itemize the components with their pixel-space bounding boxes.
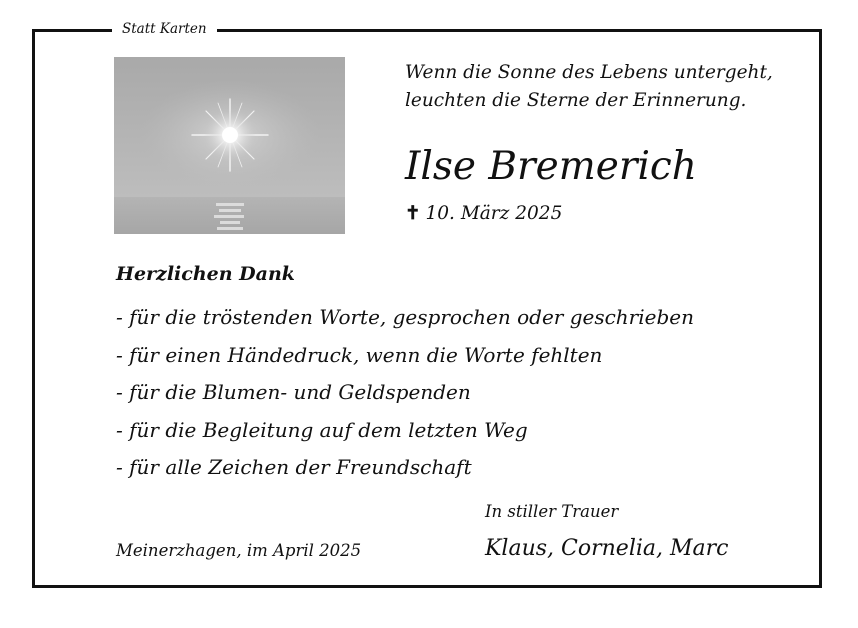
quote-line-2: leuchten die Sterne der Erinnerung. (405, 90, 747, 111)
deceased-name: Ilse Bremerich (405, 144, 697, 189)
death-date-line (405, 201, 562, 227)
death-date: 10. März 2025 (425, 203, 563, 224)
thanks-item: - für einen Händedruck, wenn die Worte fehlten (116, 342, 603, 367)
thanks-item: - für die Begleitung auf dem letzten Weg (116, 417, 528, 442)
memorial-quote (405, 59, 773, 115)
cross-icon: ✝ (405, 203, 421, 224)
thanks-list (116, 299, 694, 487)
thanks-heading: Herzlichen Dank (116, 263, 295, 285)
family-names: Klaus, Cornelia, Marc (485, 536, 729, 561)
thanks-item: - für die tröstenden Worte, gesprochen oder geschrieben (116, 305, 694, 329)
quote-line-1: Wenn die Sonne des Lebens untergeht, (405, 62, 773, 83)
thanks-item: - für die Blumen- und Geldspenden (116, 380, 471, 404)
header-label: Statt Karten (112, 19, 217, 39)
sunset-photo (114, 57, 345, 234)
mourning-label: In stiller Trauer (485, 502, 619, 521)
location-date: Meinerzhagen, im April 2025 (116, 541, 362, 560)
thanks-item: - für alle Zeichen der Freundschaft (116, 455, 472, 479)
